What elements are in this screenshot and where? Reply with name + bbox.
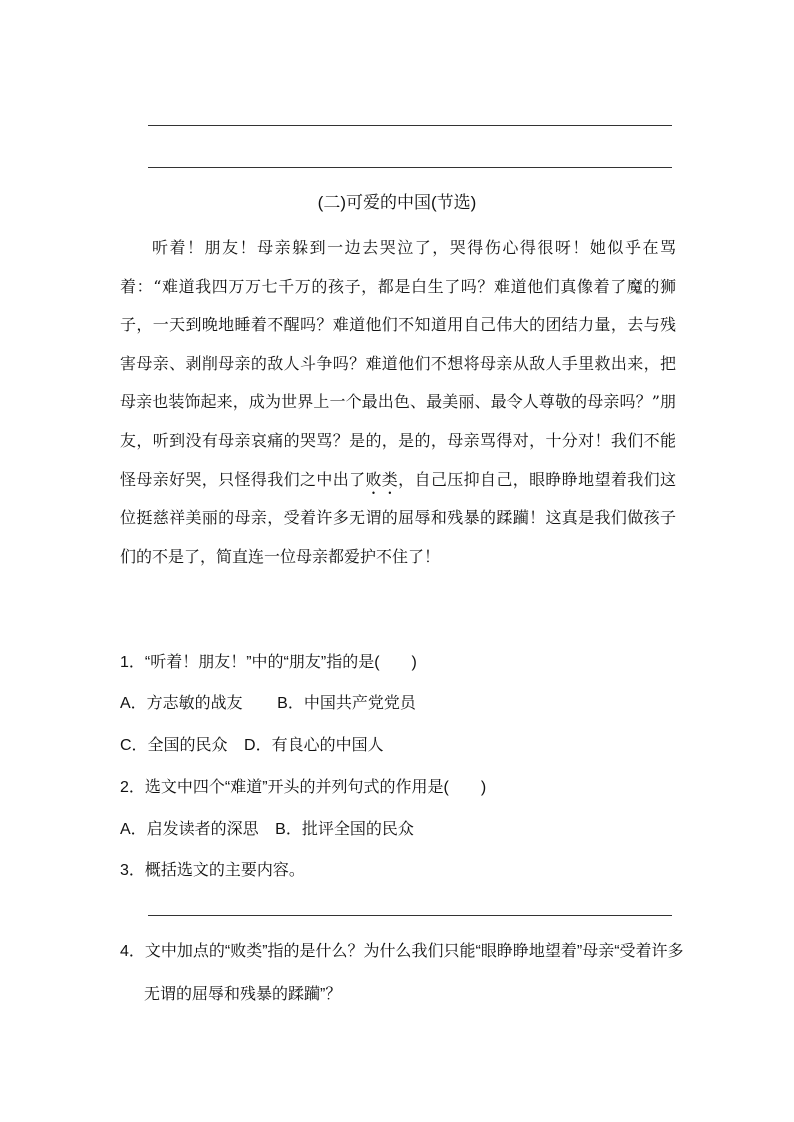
emphasized-word: 败类 [365, 469, 399, 489]
option-d: D．有良心的中国人 [244, 737, 384, 754]
answer-line [148, 915, 672, 916]
passage-text: 听着！朋友！母亲躲到一边去哭泣了，哭得伤心得很呀！她似乎在骂着：“难道我四万万七千万的孩子，都是白生了吗？难道他们真像着了魔的狮子，一天到晚地睡着不醒吗？难道他们不知道用自己伟大的团结力量，去与残害母亲、剥削母亲的敌人斗争吗？难道他们不想将母亲从敌人手里救出来，把母亲也装饰起来，成为世界上一个最出色、最美丽、最令人尊敬的母亲吗？”朋友，听到没有母亲哀痛的哭骂？是的，是的，母亲骂得对，十分对！我们不能怪母亲好哭，只怪得我们之中出了 [120, 238, 676, 489]
option-b: B．批评全国的民众 [275, 821, 414, 838]
question-3: 3．概括选文的主要内容。 [120, 862, 305, 879]
passage [120, 229, 676, 576]
option-b: B．中国共产党党员 [277, 695, 416, 712]
question-2-options [120, 816, 680, 839]
question-1: 1．“听着！朋友！”中的“朋友”指的是( ) [120, 654, 417, 671]
option-c: C．全国的民众 [120, 737, 228, 754]
question-2: 2．选文中四个“难道”开头的并列句式的作用是( ) [120, 779, 487, 796]
option-a: A．方志敏的战友 [120, 695, 243, 712]
section-title: (二)可爱的中国(节选) [317, 193, 477, 212]
passage-tail: ，自己压抑自己，眼睁睁地望着我们这位挺慈祥美丽的母亲，受着许多无谓的屈辱和残暴的蹂躏！这真是我们做孩子们的不是了，简直连一位母亲都爱护不住了！ [120, 469, 676, 566]
answer-line [148, 125, 672, 126]
question-4: 4．文中加点的“败类”指的是什么？为什么我们只能“眼睁睁地望着”母亲“受着许多无谓的屈辱和残暴的蹂躏”？ [120, 943, 684, 1003]
option-a: A．启发读者的深思 [120, 821, 259, 838]
question-1-options-row1 [120, 690, 680, 713]
question-1-options-row2 [120, 732, 680, 755]
answer-line [148, 167, 672, 168]
